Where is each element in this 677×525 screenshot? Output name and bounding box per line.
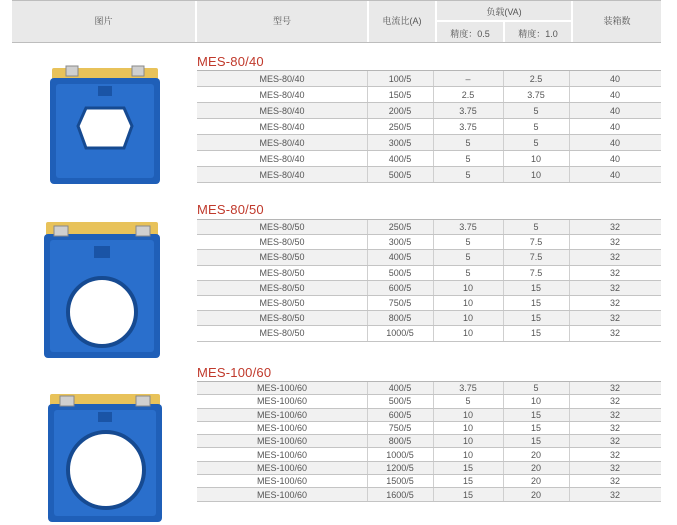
column-divider <box>433 448 434 460</box>
ratio-cell: 1000/5 <box>386 328 414 339</box>
box-qty-cell: 32 <box>609 436 620 447</box>
accuracy-10-cell: 5 <box>533 383 539 394</box>
column-divider <box>367 103 368 118</box>
column-divider <box>569 311 570 325</box>
column-divider <box>433 250 434 264</box>
box-qty-cell: 32 <box>609 282 620 293</box>
table-row <box>197 235 661 250</box>
column-divider <box>367 435 368 447</box>
column-divider <box>503 167 504 182</box>
ratio-cell: 400/5 <box>388 153 412 164</box>
model-cell: MES-100/60 <box>256 436 308 447</box>
model-cell: MES-100/60 <box>256 409 308 420</box>
accuracy-05-cell: 10 <box>462 436 473 447</box>
table-row <box>197 87 661 103</box>
accuracy-05-cell: 10 <box>462 328 473 339</box>
column-divider <box>569 435 570 447</box>
column-divider <box>367 167 368 182</box>
table-row <box>197 422 661 435</box>
box-qty-cell: 32 <box>609 252 620 263</box>
accuracy-10-cell: 5 <box>533 137 539 148</box>
box-qty-cell: 32 <box>609 383 620 394</box>
column-divider <box>569 135 570 150</box>
accuracy-10-cell: 10 <box>530 169 541 180</box>
accuracy-10-cell: 7.5 <box>529 237 543 248</box>
column-divider <box>367 475 368 487</box>
accuracy-10-cell: 20 <box>530 462 541 473</box>
column-divider <box>367 235 368 249</box>
accuracy-10-cell: 5 <box>533 121 539 132</box>
box-qty-cell: 32 <box>609 313 620 324</box>
accuracy-10-cell: 5 <box>533 222 539 233</box>
model-cell: MES-80/40 <box>259 121 305 132</box>
accuracy-10-cell: 7.5 <box>529 267 543 278</box>
table-row <box>197 311 661 326</box>
header-model-label: 型号 <box>272 16 291 26</box>
ratio-cell: 1000/5 <box>386 449 414 460</box>
box-qty-cell: 32 <box>609 328 620 339</box>
model-cell: MES-100/60 <box>256 489 308 500</box>
table-row <box>197 448 661 461</box>
column-divider <box>503 448 504 460</box>
table-row <box>197 475 661 488</box>
table-row <box>197 71 661 87</box>
column-divider <box>569 326 570 340</box>
column-divider <box>569 266 570 280</box>
accuracy-05-cell: – <box>465 73 471 84</box>
accuracy-10-cell: 15 <box>530 409 541 420</box>
ratio-cell: 250/5 <box>388 121 412 132</box>
model-cell: MES-80/50 <box>259 222 305 233</box>
box-qty-cell: 32 <box>609 396 620 407</box>
accuracy-10-cell: 20 <box>530 476 541 487</box>
table-row <box>197 266 661 281</box>
header-box-label: 装箱数 <box>603 16 631 26</box>
column-divider <box>569 235 570 249</box>
model-cell: MES-100/60 <box>256 383 308 394</box>
column-divider <box>503 422 504 434</box>
model-cell: MES-80/50 <box>259 328 305 339</box>
ratio-cell: 250/5 <box>388 222 412 233</box>
column-divider <box>569 395 570 407</box>
accuracy-10-cell: 7.5 <box>529 252 543 263</box>
table-row <box>197 435 661 448</box>
model-cell: MES-80/40 <box>259 169 305 180</box>
accuracy-05-cell: 5 <box>465 137 471 148</box>
column-divider <box>569 475 570 487</box>
column-divider <box>503 71 504 86</box>
column-divider <box>503 135 504 150</box>
accuracy-05-cell: 3.75 <box>459 121 477 132</box>
column-divider <box>433 71 434 86</box>
column-divider <box>367 409 368 421</box>
column-divider <box>569 382 570 394</box>
column-divider <box>503 235 504 249</box>
accuracy-05-cell: 5 <box>465 267 471 278</box>
column-divider <box>503 281 504 295</box>
column-divider <box>569 448 570 460</box>
accuracy-05-cell: 10 <box>462 449 473 460</box>
header-acc10-label: 精度：1.0 <box>518 29 558 39</box>
column-divider <box>367 281 368 295</box>
column-divider <box>433 220 434 234</box>
accuracy-10-cell: 15 <box>530 328 541 339</box>
ratio-cell: 300/5 <box>388 237 412 248</box>
column-divider <box>503 475 504 487</box>
table-row <box>197 395 661 408</box>
accuracy-10-cell: 10 <box>530 396 541 407</box>
column-divider <box>433 87 434 102</box>
accuracy-10-cell: 20 <box>530 449 541 460</box>
ratio-cell: 500/5 <box>388 396 412 407</box>
model-cell: MES-80/50 <box>259 298 305 309</box>
ratio-cell: 1200/5 <box>386 462 414 473</box>
column-divider <box>569 167 570 182</box>
column-divider <box>367 151 368 166</box>
accuracy-10-cell: 3.75 <box>527 89 545 100</box>
column-divider <box>569 250 570 264</box>
model-cell: MES-80/50 <box>259 282 305 293</box>
section-title-mes-80-50: MES-80/50 <box>197 202 264 217</box>
column-divider <box>367 488 368 500</box>
column-divider <box>433 311 434 325</box>
box-qty-cell: 32 <box>609 409 620 420</box>
header-load-label: 负载(VA) <box>486 7 522 17</box>
column-divider <box>367 422 368 434</box>
accuracy-05-cell: 5 <box>465 237 471 248</box>
column-divider <box>503 220 504 234</box>
ratio-cell: 500/5 <box>388 169 412 180</box>
ratio-cell: 300/5 <box>388 137 412 148</box>
column-divider <box>433 422 434 434</box>
table-row <box>197 119 661 135</box>
ratio-cell: 750/5 <box>388 423 412 434</box>
box-qty-cell: 32 <box>609 267 620 278</box>
box-qty-cell: 32 <box>609 449 620 460</box>
column-divider <box>503 151 504 166</box>
model-cell: MES-80/40 <box>259 89 305 100</box>
accuracy-10-cell: 15 <box>530 282 541 293</box>
table-row <box>197 103 661 119</box>
column-divider <box>367 462 368 474</box>
box-qty-cell: 32 <box>609 462 620 473</box>
column-divider <box>503 266 504 280</box>
column-divider <box>569 151 570 166</box>
column-divider <box>367 250 368 264</box>
column-divider <box>433 395 434 407</box>
section-table-mes-80-50 <box>197 219 661 342</box>
accuracy-10-cell: 5 <box>533 105 539 116</box>
column-divider <box>503 250 504 264</box>
accuracy-05-cell: 5 <box>465 252 471 263</box>
column-divider <box>503 119 504 134</box>
accuracy-10-cell: 10 <box>530 153 541 164</box>
column-divider <box>433 266 434 280</box>
ratio-cell: 1500/5 <box>386 476 414 487</box>
model-cell: MES-100/60 <box>256 476 308 487</box>
section-title-mes-100-60: MES-100/60 <box>197 365 272 380</box>
column-divider <box>367 326 368 340</box>
accuracy-05-cell: 15 <box>462 489 473 500</box>
model-cell: MES-80/50 <box>259 267 305 278</box>
box-qty-cell: 40 <box>609 169 620 180</box>
table-row <box>197 296 661 311</box>
column-divider <box>569 103 570 118</box>
model-cell: MES-80/40 <box>259 105 305 116</box>
accuracy-05-cell: 10 <box>462 409 473 420</box>
column-divider <box>433 235 434 249</box>
box-qty-cell: 40 <box>609 121 620 132</box>
column-divider <box>367 87 368 102</box>
accuracy-10-cell: 2.5 <box>529 73 543 84</box>
section-table-mes-100-60 <box>197 381 661 502</box>
column-divider <box>569 71 570 86</box>
column-divider <box>433 281 434 295</box>
accuracy-05-cell: 10 <box>462 282 473 293</box>
ratio-cell: 500/5 <box>388 267 412 278</box>
ratio-cell: 600/5 <box>388 282 412 293</box>
column-divider <box>433 135 434 150</box>
column-divider <box>503 103 504 118</box>
column-divider <box>569 409 570 421</box>
column-divider <box>367 395 368 407</box>
ratio-cell: 750/5 <box>388 298 412 309</box>
accuracy-05-cell: 15 <box>462 462 473 473</box>
ratio-cell: 800/5 <box>388 436 412 447</box>
accuracy-05-cell: 10 <box>462 313 473 324</box>
box-qty-cell: 40 <box>609 73 620 84</box>
column-divider <box>503 462 504 474</box>
box-qty-cell: 32 <box>609 298 620 309</box>
table-row <box>197 250 661 265</box>
product-image-mes-80-50 <box>40 220 164 360</box>
box-qty-cell: 40 <box>609 137 620 148</box>
column-divider <box>503 326 504 340</box>
column-divider <box>367 135 368 150</box>
column-divider <box>503 409 504 421</box>
box-qty-cell: 40 <box>609 89 620 100</box>
model-cell: MES-80/40 <box>259 73 305 84</box>
column-divider <box>503 296 504 310</box>
model-cell: MES-80/40 <box>259 137 305 148</box>
table-row <box>197 151 661 167</box>
column-divider <box>569 462 570 474</box>
ratio-cell: 800/5 <box>388 313 412 324</box>
box-qty-cell: 40 <box>609 105 620 116</box>
model-cell: MES-100/60 <box>256 462 308 473</box>
box-qty-cell: 32 <box>609 237 620 248</box>
model-cell: MES-100/60 <box>256 396 308 407</box>
column-divider <box>367 119 368 134</box>
model-cell: MES-100/60 <box>256 449 308 460</box>
accuracy-05-cell: 2.5 <box>461 89 475 100</box>
box-qty-cell: 40 <box>609 153 620 164</box>
column-divider <box>367 296 368 310</box>
column-divider <box>367 448 368 460</box>
column-divider <box>433 462 434 474</box>
accuracy-05-cell: 5 <box>465 169 471 180</box>
column-divider <box>433 151 434 166</box>
accuracy-05-cell: 10 <box>462 298 473 309</box>
ratio-cell: 150/5 <box>388 89 412 100</box>
table-row <box>197 167 661 183</box>
box-qty-cell: 32 <box>609 489 620 500</box>
column-divider <box>433 488 434 500</box>
section-title-mes-80-40: MES-80/40 <box>197 54 264 69</box>
column-divider <box>367 311 368 325</box>
accuracy-05-cell: 3.75 <box>459 383 477 394</box>
table-row <box>197 462 661 475</box>
column-divider <box>433 167 434 182</box>
column-divider <box>367 220 368 234</box>
accuracy-05-cell: 5 <box>465 153 471 164</box>
ratio-cell: 400/5 <box>388 383 412 394</box>
accuracy-05-cell: 10 <box>462 423 473 434</box>
column-divider <box>569 422 570 434</box>
column-divider <box>569 488 570 500</box>
table-row <box>197 382 661 395</box>
model-cell: MES-80/50 <box>259 252 305 263</box>
product-image-mes-80-40 <box>46 64 164 186</box>
model-cell: MES-80/40 <box>259 153 305 164</box>
column-divider <box>433 475 434 487</box>
column-divider <box>367 71 368 86</box>
product-image-mes-100-60 <box>44 392 166 524</box>
table-header <box>12 0 661 43</box>
accuracy-10-cell: 20 <box>530 489 541 500</box>
table-row <box>197 135 661 151</box>
box-qty-cell: 32 <box>609 222 620 233</box>
column-divider <box>367 382 368 394</box>
column-divider <box>503 488 504 500</box>
table-row <box>197 488 661 501</box>
accuracy-05-cell: 15 <box>462 476 473 487</box>
column-divider <box>569 281 570 295</box>
column-divider <box>503 435 504 447</box>
accuracy-10-cell: 15 <box>530 298 541 309</box>
column-divider <box>503 382 504 394</box>
accuracy-05-cell: 3.75 <box>459 222 477 233</box>
accuracy-05-cell: 3.75 <box>459 105 477 116</box>
accuracy-10-cell: 15 <box>530 436 541 447</box>
section-table-mes-80-40 <box>197 70 661 183</box>
header-ratio-label: 电流比(A) <box>382 16 422 26</box>
column-divider <box>433 326 434 340</box>
column-divider <box>503 311 504 325</box>
ratio-cell: 400/5 <box>388 252 412 263</box>
column-divider <box>433 103 434 118</box>
model-cell: MES-80/50 <box>259 237 305 248</box>
model-cell: MES-80/50 <box>259 313 305 324</box>
column-divider <box>433 296 434 310</box>
box-qty-cell: 32 <box>609 423 620 434</box>
column-divider <box>433 435 434 447</box>
column-divider <box>569 119 570 134</box>
ratio-cell: 200/5 <box>388 105 412 116</box>
column-divider <box>503 395 504 407</box>
model-cell: MES-100/60 <box>256 423 308 434</box>
column-divider <box>569 87 570 102</box>
accuracy-10-cell: 15 <box>530 313 541 324</box>
ratio-cell: 600/5 <box>388 409 412 420</box>
column-divider <box>569 296 570 310</box>
accuracy-05-cell: 5 <box>465 396 471 407</box>
table-row <box>197 409 661 422</box>
header-acc05-label: 精度：0.5 <box>450 29 490 39</box>
ratio-cell: 1600/5 <box>386 489 414 500</box>
box-qty-cell: 32 <box>609 476 620 487</box>
column-divider <box>367 266 368 280</box>
header-image-label: 图片 <box>94 16 113 26</box>
accuracy-10-cell: 15 <box>530 423 541 434</box>
table-row <box>197 326 661 341</box>
column-divider <box>503 87 504 102</box>
column-divider <box>569 220 570 234</box>
column-divider <box>433 409 434 421</box>
column-divider <box>433 382 434 394</box>
ratio-cell: 100/5 <box>388 73 412 84</box>
column-divider <box>433 119 434 134</box>
table-row <box>197 220 661 235</box>
table-row <box>197 281 661 296</box>
